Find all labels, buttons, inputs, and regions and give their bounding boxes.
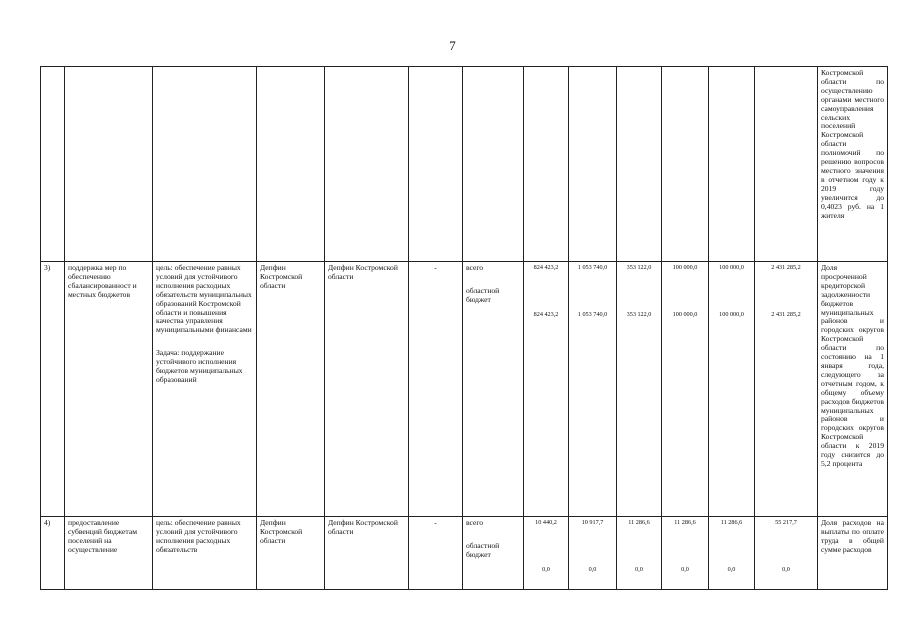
page-number: 7 xyxy=(449,38,456,53)
value-cell xyxy=(569,67,617,262)
value-cell: 353 122,0 353 122,0 xyxy=(617,262,662,517)
indicator-text: Доля просроченной кредиторской задолженности бюджетов муниципальных районов и городских округов Костромской области по состоянию на 1 января года, следующего за отчетным годом, к общему объему расходов бюджетов муниципальных районов и городских округов Костромской области к 2019 году снизится до 5,2 процента xyxy=(818,262,888,517)
coexecutor xyxy=(325,67,409,262)
value-cell: 10 440,2 0,0 xyxy=(524,517,569,590)
activity-goal-cell xyxy=(153,262,257,517)
funding-source xyxy=(463,67,524,262)
table-row xyxy=(41,517,888,590)
value-cell xyxy=(617,67,662,262)
activity-task: Задача: поддержание устойчивого исполнения бюджетов муниципальных образований xyxy=(156,348,243,384)
funding-source-total: всего xyxy=(466,518,484,527)
value-cell: 55 217,7 0,0 xyxy=(755,517,818,590)
value-cell xyxy=(662,67,709,262)
value-cell xyxy=(524,67,569,262)
value-cell xyxy=(755,67,818,262)
executor: Депфин Костромской области xyxy=(257,262,325,517)
activity-name: поддержка мер по обеспечению сбалансированност и местных бюджетов xyxy=(65,262,153,517)
funding-source-total: всего xyxy=(466,263,484,272)
indicator-text: Костромской области по осуществлению органами местного самоуправления сельских поселений Костромской области полномочий по решению вопросов местного значения в отчетном году к 2019 году увеличится до 0,4023 руб. на 1 жителя xyxy=(818,67,888,262)
row-index: 4) xyxy=(41,517,65,590)
activity-goal: цель: обеспечение равных условий для устойчивого исполнения расходных обязательств xyxy=(153,517,257,590)
dash-cell xyxy=(409,67,463,262)
value-cell: 10 917,7 0,0 xyxy=(569,517,617,590)
dash-cell: - xyxy=(409,262,463,517)
table-row xyxy=(41,67,888,262)
value-cell: 100 000,0 100 000,0 xyxy=(709,262,755,517)
coexecutor: Депфин Костромской области xyxy=(325,517,409,590)
funding-source-regional: областной бюджет xyxy=(466,540,500,559)
activity-goal: цель: обеспечение равных условий для устойчивого исполнения расходных обязательств муниципальных образований Костромской области и повышения качества управления муниципальными финансами xyxy=(156,263,252,335)
funding-source-regional: областной бюджет xyxy=(466,285,500,304)
dash-cell: - xyxy=(409,517,463,590)
activity-name: предоставление субвенций бюджетам поселений на осуществление xyxy=(65,517,153,590)
row-index xyxy=(41,67,65,262)
value-cell: 100 000,0 100 000,0 xyxy=(662,262,709,517)
value-cell: 2 431 285,2 2 431 285,2 xyxy=(755,262,818,517)
value-cell: 11 286,6 0,0 xyxy=(617,517,662,590)
funding-source-cell xyxy=(463,517,524,590)
executor xyxy=(257,67,325,262)
funding-source-cell xyxy=(463,262,524,517)
table-row xyxy=(41,262,888,517)
value-cell: 1 053 740,0 1 053 740,0 xyxy=(569,262,617,517)
value-cell: 824 423,2 824 423,2 xyxy=(524,262,569,517)
value-cell: 11 286,6 0,0 xyxy=(662,517,709,590)
row-index: 3) xyxy=(41,262,65,517)
indicator-text: Доля расходов на выплаты по оплате труда в общей сумме расходов xyxy=(818,517,888,590)
activity-name xyxy=(65,67,153,262)
activity-goal xyxy=(153,67,257,262)
executor: Депфин Костромской области xyxy=(257,517,325,590)
value-cell xyxy=(709,67,755,262)
coexecutor: Депфин Костромской области xyxy=(325,262,409,517)
program-table xyxy=(40,66,888,590)
value-cell: 11 286,6 0,0 xyxy=(709,517,755,590)
